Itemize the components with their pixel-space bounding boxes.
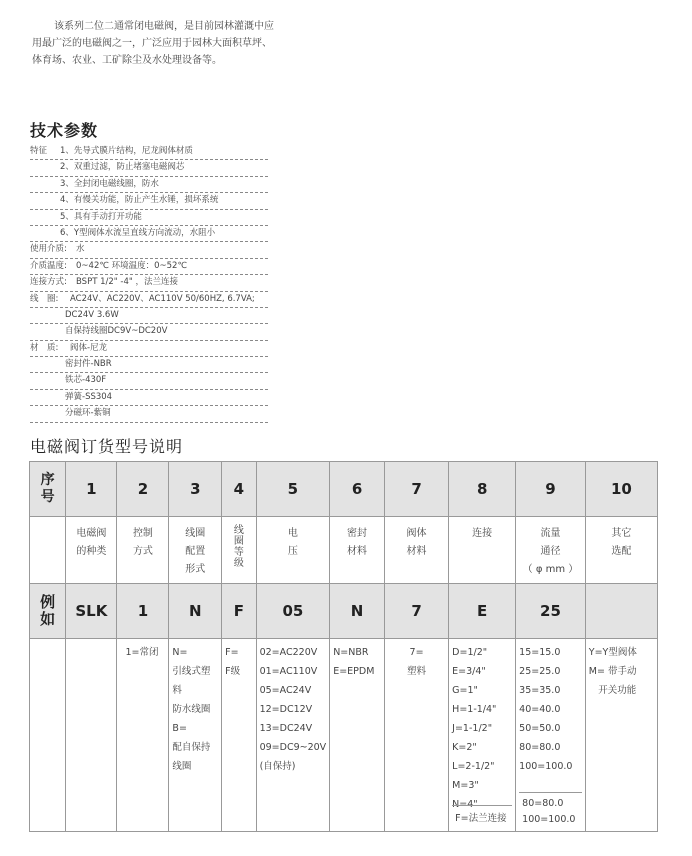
option-text: 01=AC110V: [259, 666, 318, 677]
option-text: 80=80.0: [522, 798, 564, 809]
option-text: 7=: [409, 647, 424, 658]
spec-value: DC24V 3.6W: [65, 309, 119, 320]
option-text: D=1/2": [452, 647, 488, 658]
option-text: 09=DC9~20V: [259, 742, 327, 753]
option-text: N=4": [452, 799, 478, 810]
description-cell: [585, 517, 657, 584]
example-cell: N: [330, 584, 385, 639]
options-content: [260, 643, 327, 831]
description-cell: [256, 517, 330, 584]
description-text: 阀体: [406, 528, 427, 539]
description-text: 材料: [406, 546, 427, 557]
options-cell: [222, 639, 256, 832]
description-cell: [169, 517, 222, 584]
col-number: 8: [449, 462, 516, 517]
options-content: [172, 643, 218, 831]
col-number: 10: [585, 462, 657, 517]
spec-value: BSPT 1/2" -4" ，法兰连接: [76, 277, 178, 288]
spec-value: 自保持线圈DC9V~DC20V: [65, 326, 168, 337]
spec-value: 铁芯-430F: [65, 375, 107, 386]
intro-line: 该系列二位二通常闭电磁阀，是目前园林灌溉中应: [54, 21, 274, 32]
description-cell: [30, 517, 66, 584]
options-content: [589, 643, 654, 831]
intro-paragraph: [32, 18, 332, 69]
description-text: （ φ mm ）: [522, 564, 579, 575]
option-text: M= 带手动: [588, 666, 637, 677]
spec-label: 介质温度:: [30, 260, 67, 271]
description-text: 电磁阀: [76, 528, 107, 539]
description-cell: [449, 517, 516, 584]
example-row: [30, 584, 658, 639]
spec-row: [30, 357, 268, 373]
col-number: 7: [384, 462, 448, 517]
spec-value: 2、双重过滤，防止堵塞电磁阀芯: [60, 162, 185, 173]
spec-row: [30, 193, 268, 209]
spec-label: 连接方式:: [30, 277, 67, 288]
option-text: 塑料: [407, 666, 427, 677]
corner-header: [30, 462, 66, 517]
option-text: G=1": [452, 685, 478, 696]
spec-value: 3、全封闭电磁线圈，防水: [60, 178, 159, 189]
option-text: E=EPDM: [333, 666, 375, 677]
spec-row: [30, 324, 268, 340]
spec-row: [30, 292, 268, 308]
description-text: 控制: [132, 528, 153, 539]
options-cell: [330, 639, 385, 832]
intro-line: 用最广泛的电磁阀之一，广泛应用于园林大面积草坪、: [32, 38, 272, 49]
spec-value: 分磁环-紫铜: [65, 408, 111, 419]
spec-row: [30, 226, 268, 242]
options-content: [519, 643, 582, 831]
options-cell: [30, 639, 66, 832]
spec-row: [30, 259, 268, 275]
description-text: 其它: [611, 528, 632, 539]
option-text: 40=40.0: [519, 704, 561, 715]
corner-header-text: 序号: [40, 472, 55, 505]
example-cell: 25: [516, 584, 586, 639]
description-text: 流量: [540, 528, 561, 539]
options-content: [388, 643, 445, 831]
option-text: N=NBR: [333, 647, 369, 658]
spec-row: [30, 160, 268, 176]
col-number: 3: [169, 462, 222, 517]
option-text: E=3/4": [452, 666, 486, 677]
option-text: 13=DC24V: [259, 723, 313, 734]
option-text: 80=80.0: [519, 742, 561, 753]
example-cell: 05: [256, 584, 330, 639]
options-content: [125, 643, 165, 831]
option-text: B=: [172, 723, 187, 734]
option-text: H=1-1/4": [452, 704, 497, 715]
option-text: Y=Y型阀体: [588, 647, 637, 658]
option-text: 35=35.0: [519, 685, 561, 696]
flange-flow-options: [519, 792, 582, 831]
options-row: [30, 639, 658, 832]
option-text: 15=15.0: [519, 647, 561, 658]
col-number: 5: [256, 462, 330, 517]
spec-row: [30, 210, 268, 226]
order-title: 电磁阀订货型号说明: [30, 437, 184, 456]
options-content: [225, 643, 252, 831]
options-cell: [516, 639, 586, 832]
description-cell: [516, 517, 586, 584]
option-text: J=1-1/2": [452, 723, 493, 734]
spec-value: 0~42℃ 环境温度：0~52℃: [76, 260, 187, 271]
description-cell: [222, 517, 256, 584]
options-content: [333, 643, 381, 831]
col-number: 2: [117, 462, 169, 517]
option-text: N=: [172, 647, 188, 658]
spec-row: [30, 341, 268, 357]
spec-value: 1、先导式膜片结构，尼龙阀体材质: [60, 146, 193, 156]
description-row: [30, 517, 658, 584]
description-text: 密封: [347, 528, 368, 539]
spec-label: 材 质:: [30, 342, 59, 353]
description-cell: [66, 517, 117, 584]
options-cell: [585, 639, 657, 832]
description-text: 的种类: [76, 546, 107, 557]
intro-line: 体育场、农业、工矿除尘及水处理设备等。: [32, 55, 222, 66]
options-content: [452, 643, 512, 831]
spec-label: 使用介质:: [30, 244, 67, 255]
spec-value: 6、Y型阀体水流呈直线方向流动，水阻小: [60, 227, 216, 238]
col-number: 4: [222, 462, 256, 517]
option-text: 50=50.0: [519, 723, 561, 734]
description-text: 方式: [132, 546, 153, 557]
example-cell: 1: [117, 584, 169, 639]
option-text: 100=100.0: [522, 814, 576, 825]
option-text: 02=AC220V: [259, 647, 318, 658]
option-text: 05=AC24V: [259, 685, 312, 696]
option-text: F级: [225, 666, 241, 677]
option-text: 引线式塑料: [172, 666, 211, 696]
spec-value: AC24V、AC220V、AC110V 50/60HZ, 6.7VA;: [70, 293, 255, 304]
option-text: L=2-1/2": [452, 761, 495, 772]
spec-value: 阀体-尼龙: [70, 342, 108, 353]
spec-value: 水: [76, 244, 85, 255]
option-text: K=2": [452, 742, 477, 753]
option-text: 防水线圈: [172, 704, 211, 715]
spec-row: [30, 275, 268, 291]
options-cell: [256, 639, 330, 832]
description-text: 配置: [185, 546, 206, 557]
corner-example: [30, 584, 66, 639]
corner-example-text: 例如: [40, 593, 56, 628]
example-cell: [585, 584, 657, 639]
option-text: 25=25.0: [519, 666, 561, 677]
spec-row: [30, 144, 268, 160]
options-cell: [117, 639, 169, 832]
example-cell: E: [449, 584, 516, 639]
description-text: 选配: [611, 546, 632, 557]
option-text: F=: [225, 647, 239, 658]
description-text: 形式: [185, 564, 206, 575]
description-text: 材料: [347, 546, 368, 557]
example-cell: N: [169, 584, 222, 639]
col-number: 1: [66, 462, 117, 517]
order-code-table: [29, 461, 658, 832]
description-text: 电: [287, 528, 298, 539]
spec-row: [30, 390, 268, 406]
options-cell: [66, 639, 117, 832]
spec-row: [30, 177, 268, 193]
spec-row: [30, 406, 268, 422]
specs-list: [30, 144, 268, 423]
description-cell: [384, 517, 448, 584]
spec-label: 线 圈:: [30, 293, 59, 304]
description-cell: [117, 517, 169, 584]
description-text: 通径: [540, 546, 561, 557]
option-text: (自保持): [259, 761, 296, 772]
spec-row: [30, 242, 268, 258]
options-cell: [449, 639, 516, 832]
description-cell: [330, 517, 385, 584]
options-content: [69, 643, 113, 831]
option-text: M=3": [452, 780, 479, 791]
header-row: [30, 462, 658, 517]
option-text: 配自保持: [172, 742, 211, 753]
example-cell: F: [222, 584, 256, 639]
option-text: 12=DC12V: [259, 704, 313, 715]
option-text: 1=常闭: [125, 647, 159, 658]
spec-label: 特征: [30, 146, 48, 156]
spec-value: 4、有慢关功能，防止产生水锤，损坏系统: [60, 195, 219, 206]
description-text: 压: [287, 546, 298, 557]
option-text: 100=100.0: [519, 761, 573, 772]
example-cell: 7: [384, 584, 448, 639]
spec-value: 5、具有手动打开功能: [60, 211, 142, 222]
description-text: 线圈等级: [233, 525, 244, 569]
col-number: 6: [330, 462, 385, 517]
specs-title: 技术参数: [30, 121, 99, 140]
spec-value: 密封件-NBR: [65, 359, 112, 370]
options-cell: [384, 639, 448, 832]
flange-connection: F=法兰连接: [452, 805, 512, 831]
description-text: 连接: [472, 528, 493, 539]
option-text: 线圈: [172, 761, 192, 772]
options-cell: [169, 639, 222, 832]
spec-row: [30, 373, 268, 389]
col-number: 9: [516, 462, 586, 517]
example-cell: SLK: [66, 584, 117, 639]
spec-row: [30, 308, 268, 324]
spec-value: 弹簧-SS304: [65, 391, 113, 402]
description-text: 线圈: [185, 528, 206, 539]
option-text: 开关功能: [588, 685, 637, 696]
